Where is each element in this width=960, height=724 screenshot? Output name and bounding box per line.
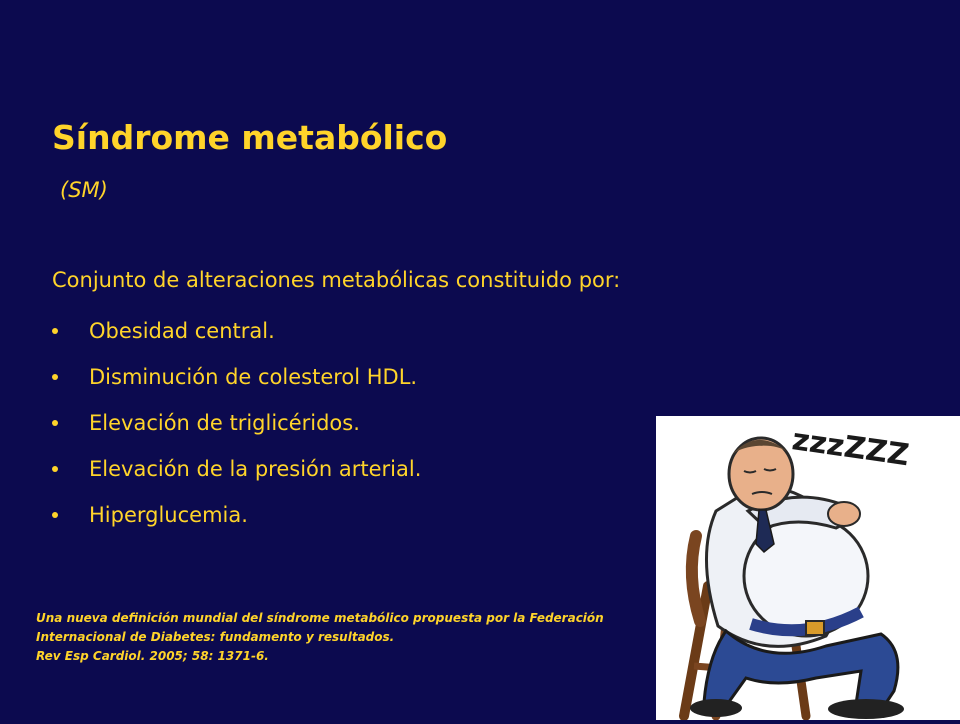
bullet-item [50, 354, 421, 400]
bullet-item [50, 492, 421, 538]
bullet-dot-icon [52, 512, 58, 518]
reference-line: Una nueva definición mundial del síndrome metabólico propuesta por la Federación [36, 611, 604, 625]
bullet-item [50, 308, 421, 354]
bullet-text: Disminución de colesterol HDL. [89, 365, 418, 389]
bullet-dot-icon [52, 420, 58, 426]
bullet-text: Hiperglucemia. [89, 503, 248, 527]
bullet-list [50, 308, 421, 538]
bullet-dot-icon [52, 466, 58, 472]
bullet-text: Elevación de triglicéridos. [89, 411, 360, 435]
sleeping-man-icon [656, 416, 960, 720]
bullet-dot-icon [52, 328, 58, 334]
slide-title: Síndrome metabólico [52, 118, 448, 157]
bullet-item [50, 446, 421, 492]
bullet-text: Elevación de la presión arterial. [89, 457, 422, 481]
reference-citation [36, 609, 604, 666]
bullet-dot-icon [52, 374, 58, 380]
sleeping-man-illustration [656, 416, 960, 720]
intro-text: Conjunto de alteraciones metabólicas constituido por: [52, 268, 621, 292]
bullet-text: Obesidad central. [89, 319, 275, 343]
slide-subtitle: (SM) [60, 178, 108, 202]
reference-line: Rev Esp Cardiol. 2005; 58: 1371-6. [36, 649, 269, 663]
bullet-item [50, 400, 421, 446]
snore-text: zzzZZZ [789, 422, 912, 474]
reference-line: Internacional de Diabetes: fundamento y resultados. [36, 630, 395, 644]
